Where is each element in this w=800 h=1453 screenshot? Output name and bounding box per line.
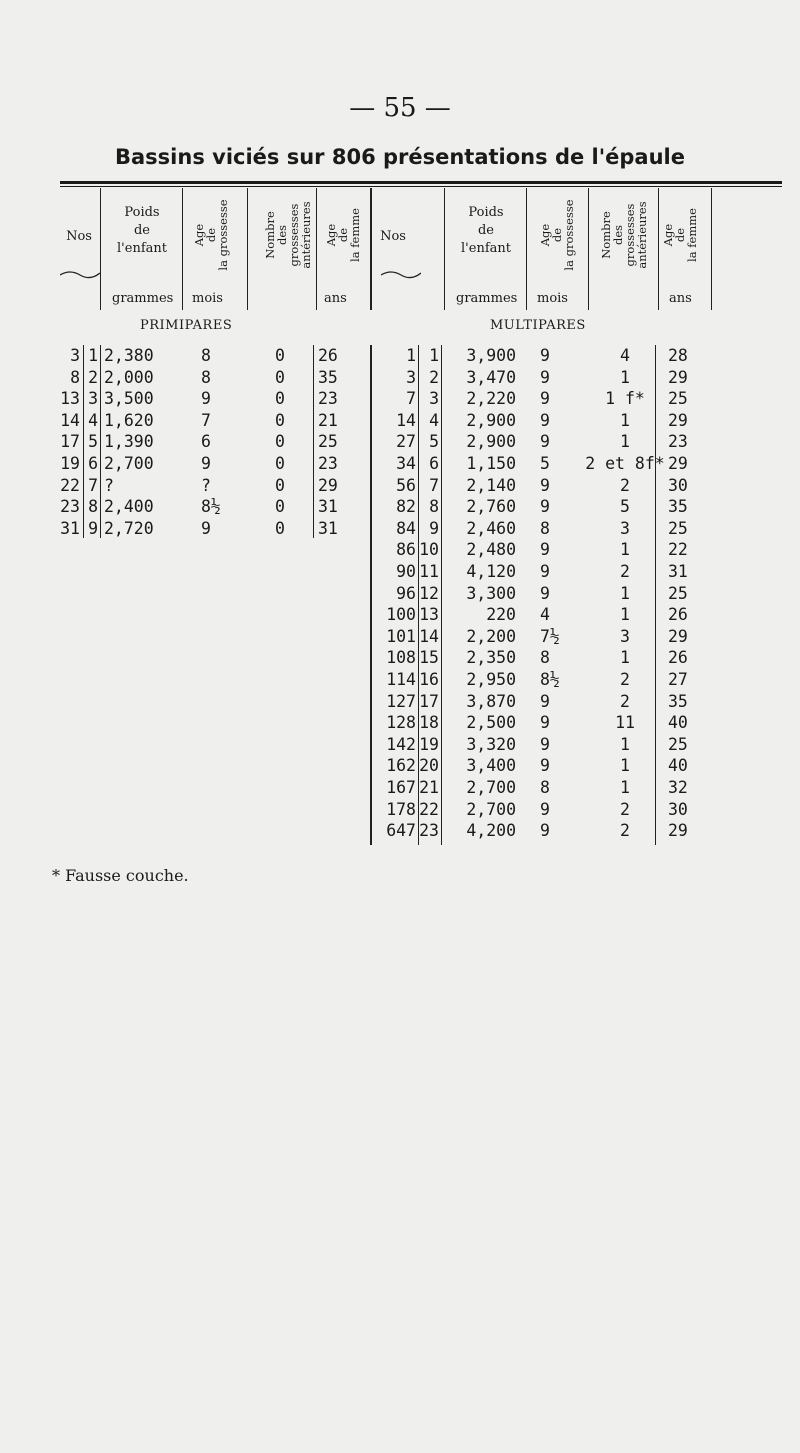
- cell-poids: 2,460: [466, 518, 516, 538]
- header-nombre-line4: antérieures: [635, 201, 649, 269]
- unit-mois-left: mois: [192, 291, 223, 306]
- cell-no: 142: [386, 734, 416, 754]
- cell-i: 3: [88, 389, 98, 409]
- cell-ans: 21: [318, 410, 338, 430]
- cell-ans: 28: [668, 346, 688, 365]
- cell-no: 108: [386, 648, 416, 668]
- cell-mois: 9: [540, 410, 550, 430]
- table-row: [0, 411, 800, 432]
- cell-poids: 2,000: [104, 367, 154, 387]
- brace-mark-right: [381, 267, 421, 281]
- rule: [658, 188, 659, 310]
- header-age-grossesse-line3: la grossesse: [216, 199, 230, 271]
- cell-i: 7: [88, 475, 98, 495]
- cell-i: 4: [88, 410, 98, 430]
- cell-nombre: 0: [275, 389, 285, 409]
- cell-ans: 30: [668, 475, 688, 495]
- header-poids-right: [446, 204, 526, 258]
- cell-mois: 7: [201, 410, 211, 430]
- cell-poids: 3,400: [466, 756, 516, 776]
- cell-no: 19: [60, 454, 80, 473]
- cell-poids: 2,500: [466, 713, 516, 733]
- cell-nombre: 1: [620, 410, 630, 430]
- cell-i: 9: [429, 518, 439, 538]
- cell-no: 167: [386, 778, 416, 797]
- header-age-femme-line2: de: [336, 227, 350, 243]
- cell-poids: 4,200: [466, 821, 516, 841]
- table-row: [0, 432, 800, 453]
- unit-mois-right: mois: [537, 291, 568, 306]
- unit-grammes-right: grammes: [456, 291, 518, 306]
- cell-nombre: 1: [620, 540, 630, 560]
- cell-nombre: 2: [620, 691, 630, 711]
- cell-mois: 9: [540, 713, 550, 733]
- cell-no: 3: [406, 367, 416, 387]
- cell-i: 11: [419, 562, 439, 581]
- header-nombre-line1: Nombre: [599, 211, 613, 259]
- cell-mois: 7½: [540, 626, 560, 646]
- footnote: * Fausse couche.: [52, 866, 189, 885]
- cell-ans: 29: [668, 626, 688, 646]
- header-nombre-left: [264, 185, 312, 285]
- table-row: [0, 670, 800, 691]
- cell-ans: 25: [318, 432, 338, 452]
- header-age-grossesse-right: [539, 185, 575, 285]
- cell-mois: 4: [540, 605, 550, 625]
- cell-no: 3: [70, 346, 80, 365]
- table-row: [0, 756, 800, 777]
- unit-ans-left: ans: [324, 291, 347, 306]
- header-age-grossesse-line1: Age: [192, 223, 206, 247]
- cell-mois: 9: [540, 562, 550, 581]
- cell-poids: 2,720: [104, 518, 154, 538]
- cell-ans: 40: [668, 713, 688, 733]
- cell-no: 82: [396, 497, 416, 517]
- table-row: [0, 562, 800, 583]
- cell-no: 178: [386, 799, 416, 819]
- cell-no: 7: [406, 389, 416, 409]
- header-poids-left: [102, 204, 182, 258]
- cell-poids: 2,760: [466, 497, 516, 517]
- header-nombre-right: [600, 185, 648, 285]
- cell-poids: 2,400: [104, 497, 154, 517]
- cell-no: 23: [60, 497, 80, 517]
- cell-poids: 3,870: [466, 691, 516, 711]
- cell-poids: 2,700: [466, 799, 516, 819]
- cell-ans: 31: [668, 562, 688, 581]
- cell-poids: 1,620: [104, 410, 154, 430]
- header-age-femme-right: [662, 185, 698, 285]
- cell-nombre: 0: [275, 432, 285, 452]
- cell-nombre: 1: [620, 756, 630, 776]
- header-age-grossesse-left: [193, 185, 229, 285]
- cell-nombre: 1: [620, 367, 630, 387]
- cell-no: 14: [396, 410, 416, 430]
- cell-no: 13: [60, 389, 80, 409]
- cell-mois: 9: [540, 540, 550, 560]
- cell-nombre: 11: [615, 713, 635, 733]
- cell-no: 86: [396, 540, 416, 560]
- cell-mois: 9: [201, 454, 211, 473]
- cell-mois: 8: [540, 648, 550, 668]
- rule: [444, 188, 445, 310]
- cell-i: 3: [429, 389, 439, 409]
- cell-i: 5: [88, 432, 98, 452]
- cell-mois: 9: [540, 734, 550, 754]
- cell-ans: 29: [668, 454, 688, 473]
- header-nos-left: Nos: [66, 229, 92, 244]
- table-row: [0, 476, 800, 497]
- cell-no: 56: [396, 475, 416, 495]
- cell-ans: 29: [668, 367, 688, 387]
- brace-mark-left: [60, 267, 100, 281]
- cell-mois: 9: [540, 389, 550, 409]
- rule: [100, 188, 101, 310]
- cell-no: 647: [386, 821, 416, 841]
- cell-i: 6: [429, 454, 439, 473]
- table-row: [0, 368, 800, 389]
- cell-i: 23: [419, 821, 439, 841]
- cell-mois: 5: [540, 454, 550, 473]
- cell-nombre: 0: [275, 346, 285, 365]
- cell-poids: 3,300: [466, 583, 516, 603]
- cell-poids: 3,900: [466, 346, 516, 365]
- cell-nombre: 1: [620, 605, 630, 625]
- cell-poids: 2,350: [466, 648, 516, 668]
- header-age-grossesse-line2: de: [204, 227, 218, 243]
- rule: [247, 188, 248, 310]
- cell-i: 16: [419, 670, 439, 689]
- header-age-femme-line3: la femme: [685, 208, 699, 262]
- section-multipares: MULTIPARES: [490, 318, 586, 333]
- top-rule: [60, 181, 782, 184]
- center-rule: [370, 188, 372, 310]
- cell-no: 17: [60, 432, 80, 452]
- header-age-grossesse-line1: Age: [538, 223, 552, 247]
- header-age-femme-line2: de: [673, 227, 687, 243]
- cell-mois: 8½: [540, 670, 560, 689]
- cell-nombre: 1: [620, 583, 630, 603]
- cell-poids: 1,390: [104, 432, 154, 452]
- cell-mois: 9: [540, 756, 550, 776]
- cell-poids: 2,200: [466, 626, 516, 646]
- cell-mois: 9: [540, 691, 550, 711]
- cell-poids: 1,150: [466, 454, 516, 473]
- cell-i: 17: [419, 691, 439, 711]
- section-primipares: PRIMIPARES: [140, 318, 233, 333]
- cell-ans: 25: [668, 389, 688, 409]
- header-nombre-line3: grossesses: [623, 203, 637, 267]
- cell-poids: 2,950: [466, 670, 516, 689]
- cell-ans: 31: [318, 518, 338, 538]
- cell-poids: 2,900: [466, 410, 516, 430]
- cell-nombre: 2 et 8f*: [585, 454, 665, 473]
- cell-no: 114: [386, 670, 416, 689]
- cell-ans: 29: [668, 821, 688, 841]
- cell-poids: 3,500: [104, 389, 154, 409]
- table-row: [0, 648, 800, 669]
- cell-no: 8: [70, 367, 80, 387]
- header-age-femme-line3: la femme: [348, 208, 362, 262]
- cell-nombre: 4: [620, 346, 630, 365]
- cell-mois: 9: [540, 432, 550, 452]
- cell-mois: 9: [540, 821, 550, 841]
- cell-poids: 2,480: [466, 540, 516, 560]
- table-title: Bassins viciés sur 806 présentations de l'épaule: [115, 145, 685, 169]
- cell-i: 19: [419, 734, 439, 754]
- cell-mois: 6: [201, 432, 211, 452]
- cell-ans: 29: [318, 475, 338, 495]
- header-age-grossesse-line2: de: [550, 227, 564, 243]
- cell-ans: 25: [668, 518, 688, 538]
- cell-mois: 9: [540, 475, 550, 495]
- cell-ans: 27: [668, 670, 688, 689]
- cell-no: 96: [396, 583, 416, 603]
- cell-i: 1: [88, 346, 98, 365]
- cell-no: 84: [396, 518, 416, 538]
- cell-nombre: 2: [620, 562, 630, 581]
- header-age-femme-left: [325, 185, 361, 285]
- cell-poids: 2,140: [466, 475, 516, 495]
- cell-nombre: 0: [275, 518, 285, 538]
- header-poids-line3: l'enfant: [461, 241, 511, 256]
- rule: [588, 188, 589, 310]
- header-age-femme-line1: Age: [324, 223, 338, 247]
- cell-i: 13: [419, 605, 439, 625]
- cell-i: 8: [88, 497, 98, 517]
- cell-i: 20: [419, 756, 439, 776]
- cell-nombre: 0: [275, 410, 285, 430]
- cell-ans: 40: [668, 756, 688, 776]
- cell-mois: 9: [201, 518, 211, 538]
- rule: [182, 188, 183, 310]
- cell-nombre: 0: [275, 454, 285, 473]
- cell-i: 2: [88, 367, 98, 387]
- rule: [526, 188, 527, 310]
- cell-i: 21: [419, 778, 439, 797]
- cell-poids: 220: [486, 605, 516, 625]
- header-nombre-line1: Nombre: [263, 211, 277, 259]
- cell-nombre: 0: [275, 367, 285, 387]
- cell-ans: 22: [668, 540, 688, 560]
- table-row: [0, 497, 800, 518]
- cell-i: 5: [429, 432, 439, 452]
- cell-mois: 9: [540, 799, 550, 819]
- cell-i: 1: [429, 346, 439, 365]
- cell-poids: 4,120: [466, 562, 516, 581]
- header-poids-line1: Poids: [124, 205, 160, 220]
- cell-i: 10: [419, 540, 439, 560]
- cell-poids: ?: [104, 475, 114, 495]
- cell-ans: 23: [318, 389, 338, 409]
- cell-no: 22: [60, 475, 80, 495]
- cell-ans: 31: [318, 497, 338, 517]
- cell-poids: 2,220: [466, 389, 516, 409]
- cell-no: 14: [60, 410, 80, 430]
- table-row: [0, 692, 800, 713]
- cell-i: 2: [429, 367, 439, 387]
- cell-poids: 2,380: [104, 346, 154, 365]
- header-nombre-line3: grossesses: [287, 203, 301, 267]
- table-row: [0, 454, 800, 475]
- cell-poids: 2,700: [466, 778, 516, 797]
- header-nombre-line2: des: [611, 224, 625, 246]
- cell-nombre: 1: [620, 778, 630, 797]
- cell-ans: 25: [668, 734, 688, 754]
- cell-ans: 23: [318, 454, 338, 473]
- cell-ans: 23: [668, 432, 688, 452]
- cell-i: 4: [429, 410, 439, 430]
- cell-poids: 3,320: [466, 734, 516, 754]
- cell-no: 128: [386, 713, 416, 733]
- header-poids-line2: de: [477, 223, 494, 238]
- cell-mois: 9: [201, 389, 211, 409]
- cell-no: 1: [406, 346, 416, 365]
- table-row: [0, 800, 800, 821]
- cell-no: 27: [396, 432, 416, 452]
- table-row: [0, 821, 800, 842]
- header-poids-line2: de: [133, 223, 150, 238]
- page-number: — 55 —: [349, 93, 451, 123]
- cell-no: 100: [386, 605, 416, 625]
- cell-ans: 32: [668, 778, 688, 797]
- header-age-grossesse-line3: la grossesse: [562, 199, 576, 271]
- cell-i: 15: [419, 648, 439, 668]
- cell-mois: 9: [540, 346, 550, 365]
- cell-i: 22: [419, 799, 439, 819]
- cell-mois: 8: [540, 778, 550, 797]
- cell-i: 14: [419, 626, 439, 646]
- header-poids-line3: l'enfant: [117, 241, 167, 256]
- table-row: [0, 627, 800, 648]
- header-nombre-line4: antérieures: [299, 201, 313, 269]
- cell-i: 6: [88, 454, 98, 473]
- cell-ans: 25: [668, 583, 688, 603]
- header-age-femme-line1: Age: [661, 223, 675, 247]
- cell-mois: 9: [540, 583, 550, 603]
- rule: [711, 188, 712, 310]
- cell-nombre: 2: [620, 475, 630, 495]
- cell-nombre: 5: [620, 497, 630, 517]
- cell-ans: 26: [668, 605, 688, 625]
- cell-no: 162: [386, 756, 416, 776]
- cell-mois: 8½: [201, 497, 221, 517]
- cell-mois: 9: [540, 367, 550, 387]
- cell-nombre: 1: [620, 734, 630, 754]
- cell-nombre: 2: [620, 799, 630, 819]
- unit-grammes-left: grammes: [112, 291, 174, 306]
- cell-mois: 9: [540, 497, 550, 517]
- cell-no: 34: [396, 454, 416, 473]
- cell-no: 31: [60, 518, 80, 538]
- cell-mois: ?: [201, 475, 211, 495]
- cell-i: 7: [429, 475, 439, 495]
- table-row: [0, 389, 800, 410]
- rule: [316, 188, 317, 310]
- cell-nombre: 2: [620, 670, 630, 689]
- cell-poids: 3,470: [466, 367, 516, 387]
- cell-mois: 8: [201, 346, 211, 365]
- cell-nombre: 1: [620, 648, 630, 668]
- cell-mois: 8: [201, 367, 211, 387]
- cell-poids: 2,900: [466, 432, 516, 452]
- header-poids-line1: Poids: [468, 205, 504, 220]
- cell-ans: 30: [668, 799, 688, 819]
- unit-ans-right: ans: [669, 291, 692, 306]
- cell-nombre: 3: [620, 518, 630, 538]
- cell-nombre: 0: [275, 497, 285, 517]
- cell-no: 90: [396, 562, 416, 581]
- table-row: [0, 735, 800, 756]
- cell-poids: 2,700: [104, 454, 154, 473]
- cell-i: 8: [429, 497, 439, 517]
- cell-mois: 8: [540, 518, 550, 538]
- table-row: [0, 346, 800, 367]
- table-row: [0, 540, 800, 561]
- cell-no: 101: [386, 626, 416, 646]
- table-row: [0, 605, 800, 626]
- table-row: [0, 584, 800, 605]
- cell-ans: 26: [668, 648, 688, 668]
- cell-nombre: 2: [620, 821, 630, 841]
- cell-nombre: 1: [620, 432, 630, 452]
- header-nos-right: Nos: [380, 229, 406, 244]
- cell-ans: 26: [318, 346, 338, 365]
- cell-ans: 35: [668, 691, 688, 711]
- cell-nombre: 1 f*: [605, 389, 645, 409]
- cell-ans: 35: [668, 497, 688, 517]
- cell-ans: 29: [668, 410, 688, 430]
- cell-ans: 35: [318, 367, 338, 387]
- cell-i: 12: [419, 583, 439, 603]
- cell-i: 18: [419, 713, 439, 733]
- header-nombre-line2: des: [275, 224, 289, 246]
- table-row: [0, 778, 800, 799]
- cell-no: 127: [386, 691, 416, 711]
- cell-i: 9: [88, 518, 98, 538]
- cell-nombre: 0: [275, 475, 285, 495]
- table-row: [0, 713, 800, 734]
- table-row: [0, 519, 800, 540]
- cell-nombre: 3: [620, 626, 630, 646]
